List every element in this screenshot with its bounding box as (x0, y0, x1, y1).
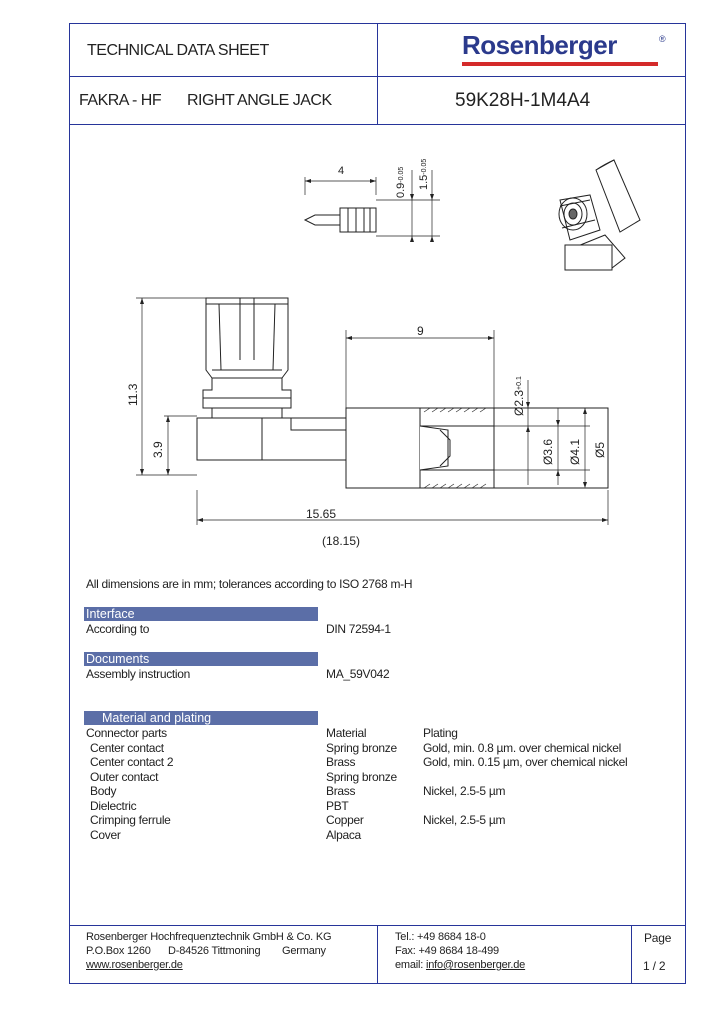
footer-website-link[interactable]: www.rosenberger.de (86, 959, 183, 971)
interface-label: According to (86, 622, 150, 636)
row-material: Alpaca (326, 828, 361, 842)
product-line: FAKRA - HF (79, 92, 162, 109)
footer-fax: Fax: +49 8684 18-499 (395, 945, 499, 957)
brand-registered-mark: ® (659, 34, 666, 44)
dim-4: 4 (338, 165, 345, 177)
footer-email-link[interactable]: info@rosenberger.de (426, 959, 526, 971)
row-part: Center contact (90, 741, 164, 755)
dim-dia-2-3: Ø2.3+0.1 (512, 376, 526, 416)
row-material: PBT (326, 799, 349, 813)
row-material: Spring bronze (326, 741, 397, 755)
dim-0-9: 0.9-0.05 (395, 166, 407, 198)
section-interface: Interface (84, 607, 318, 621)
row-part: Center contact 2 (90, 755, 174, 769)
row-material: Spring bronze (326, 770, 397, 784)
footer-page-label: Page (644, 931, 672, 945)
footer-company: Rosenberger Hochfrequenztechnik GmbH & Co. KG (86, 931, 332, 943)
row-material: Copper (326, 813, 364, 827)
section-materials: Material and plating (84, 711, 318, 725)
dim-dia-4-1: Ø4.1 (568, 438, 582, 465)
materials-col-part: Connector parts (86, 726, 167, 740)
footer-email-row (395, 959, 525, 971)
footer-country: Germany (282, 945, 326, 957)
footer-city: D-84526 Tittmoning (168, 945, 261, 957)
row-part: Body (90, 784, 117, 798)
row-material: Brass (326, 784, 356, 798)
doc-title: TECHNICAL DATA SHEET (87, 42, 269, 59)
dim-15-65: 15.65 (306, 507, 337, 521)
footer-column-divider-2 (631, 925, 632, 984)
header-divider-2 (69, 124, 686, 125)
row-material: Brass (326, 755, 356, 769)
footer-column-divider-1 (377, 925, 378, 984)
row-plating: Gold, min. 0.15 µm, over chemical nickel (423, 755, 628, 769)
technical-drawing (0, 140, 720, 560)
section-documents: Documents (84, 652, 318, 666)
documents-label: Assembly instruction (86, 667, 191, 681)
connector-isometric-view (559, 160, 640, 270)
brand-logo (462, 30, 668, 68)
dimensions-note: All dimensions are in mm; tolerances according to ISO 2768 m-H (86, 577, 413, 591)
dim-dia-5: Ø5 (593, 441, 607, 458)
brand-underline (462, 62, 658, 66)
dim-9: 9 (417, 324, 424, 338)
header-column-divider (377, 23, 378, 124)
dim-18-15: (18.15) (322, 534, 361, 548)
product-description: RIGHT ANGLE JACK (187, 92, 332, 109)
row-plating: Nickel, 2.5-5 µm (423, 784, 506, 798)
part-number: 59K28H-1M4A4 (455, 90, 591, 111)
dim-dia-3-6: Ø3.6 (541, 438, 555, 465)
dim-3-9: 3.9 (151, 441, 165, 458)
footer-tel: Tel.: +49 8684 18-0 (395, 931, 486, 943)
dim-1-5: 1.5-0.05 (418, 158, 430, 190)
row-part: Crimping ferrule (90, 813, 171, 827)
materials-col-plating: Plating (423, 726, 458, 740)
row-plating: Nickel, 2.5-5 µm (423, 813, 506, 827)
footer-page-value: 1 / 2 (643, 959, 666, 973)
row-plating: Gold, min. 0.8 µm. over chemical nickel (423, 741, 621, 755)
footer-email-label: email: (395, 959, 426, 971)
documents-value: MA_59V042 (326, 667, 390, 681)
materials-col-material: Material (326, 726, 367, 740)
interface-value: DIN 72594-1 (326, 622, 391, 636)
row-part: Dielectric (90, 799, 137, 813)
row-part: Cover (90, 828, 121, 842)
footer-po-box: P.O.Box 1260 (86, 945, 151, 957)
brand-name: Rosenberger (462, 30, 617, 60)
dim-11-3: 11.3 (126, 383, 140, 406)
row-part: Outer contact (90, 770, 159, 784)
